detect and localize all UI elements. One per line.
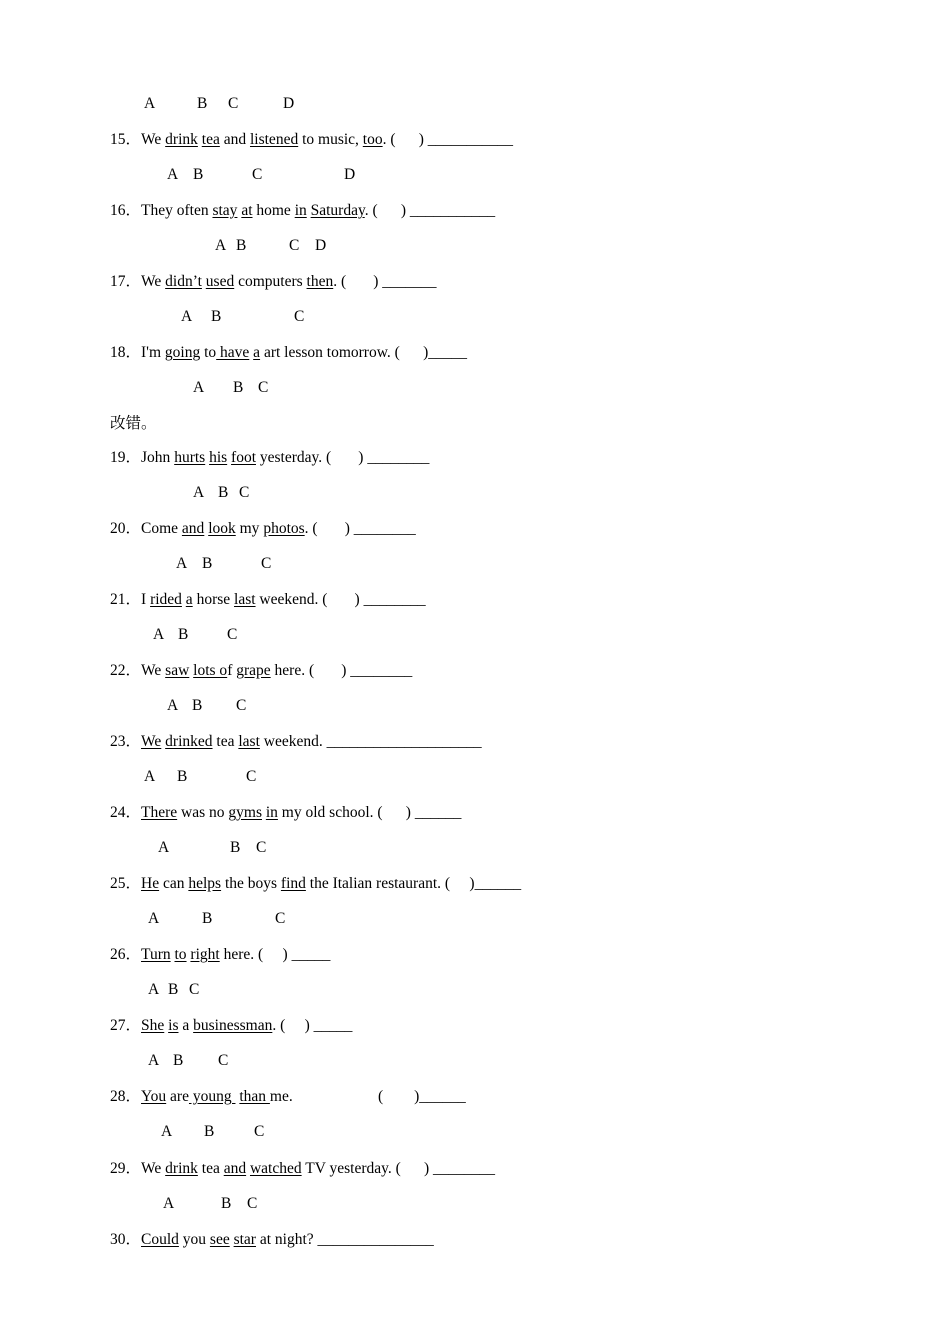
option-letter: A <box>215 237 227 254</box>
underlined-segment: drinked <box>165 733 213 750</box>
option-letter: C <box>261 555 272 572</box>
option-letter: C <box>275 910 286 927</box>
sentence-text: the Italian restaurant. ( )______ <box>305 875 522 892</box>
question-number: 20． <box>110 520 142 537</box>
question-number: 24． <box>110 804 142 821</box>
underlined-segment: foot <box>231 449 256 466</box>
underlined-segment: and <box>223 1160 247 1177</box>
sentence-text: They often <box>141 202 213 219</box>
option-letter: A <box>161 1123 173 1140</box>
underlined-segment: star <box>233 1231 256 1248</box>
sentence-text: . ( ) _____ <box>272 1017 353 1034</box>
sentence-text: weekend. ____________________ <box>259 733 482 750</box>
option-letter: C <box>294 308 305 325</box>
option-letter: D <box>283 95 295 112</box>
sentence-text: horse <box>192 591 235 608</box>
option-letter: D <box>315 237 327 254</box>
option-letter: C <box>252 166 263 183</box>
question-number: 26． <box>110 946 142 963</box>
underlined-segment: last <box>238 733 260 750</box>
option-letter: B <box>202 910 213 927</box>
sentence-text: . ( ) ___________ <box>382 131 514 148</box>
sentence-text: I'm <box>141 344 165 361</box>
sentence-text: tea <box>212 733 239 750</box>
underlined-segment: grape <box>236 662 271 679</box>
sentence-text: a <box>178 1017 194 1034</box>
question-number: 27． <box>110 1017 142 1034</box>
underlined-segment: to <box>174 946 187 963</box>
sentence-text: We <box>141 131 166 148</box>
question-sentence <box>110 1230 434 1250</box>
underlined-segment: have <box>216 344 250 361</box>
question-number: 29． <box>110 1160 142 1177</box>
question-sentence <box>110 803 461 823</box>
question-sentence <box>110 590 426 610</box>
underlined-segment: drink <box>165 1160 198 1177</box>
sentence-text: me. ( )______ <box>269 1088 466 1105</box>
option-letter: C <box>228 95 239 112</box>
underlined-segment: gyms <box>228 804 262 821</box>
sentence-text: to music, <box>298 131 363 148</box>
option-letter: A <box>193 379 205 396</box>
underlined-segment: hurts <box>174 449 206 466</box>
option-letter: B <box>221 1195 232 1212</box>
underlined-segment: lots o <box>193 662 228 679</box>
option-letter: B <box>168 981 179 998</box>
option-letter: A <box>144 95 156 112</box>
option-letter: A <box>167 166 179 183</box>
sentence-text: computers <box>234 273 307 290</box>
sentence-text: . ( ) ________ <box>304 520 416 537</box>
underlined-segment: at <box>241 202 253 219</box>
underlined-segment: didn’t <box>165 273 202 290</box>
sentence-text: I <box>141 591 151 608</box>
underlined-segment: find <box>280 875 306 892</box>
option-letter: B <box>204 1123 215 1140</box>
question-sentence <box>110 732 482 752</box>
sentence-text: and <box>219 131 250 148</box>
underlined-segment: a <box>253 344 261 361</box>
sentence-text: John <box>141 449 175 466</box>
question-number: 18． <box>110 344 142 361</box>
option-letter: C <box>289 237 300 254</box>
option-letter: A <box>176 555 188 572</box>
question-sentence <box>110 1159 495 1179</box>
sentence-text: yesterday. ( ) ________ <box>256 449 430 466</box>
underlined-segment: We <box>141 733 162 750</box>
option-letter: A <box>153 626 165 643</box>
underlined-segment: rided <box>150 591 182 608</box>
sentence-text: home <box>252 202 295 219</box>
option-letter: A <box>158 839 170 856</box>
question-sentence <box>110 519 416 539</box>
sentence-text: Come <box>141 520 182 537</box>
question-sentence <box>110 130 513 150</box>
option-letter: B <box>211 308 222 325</box>
question-sentence <box>110 1016 352 1036</box>
sentence-text: f <box>227 662 237 679</box>
underlined-segment: listened <box>249 131 299 148</box>
underlined-segment: stay <box>212 202 238 219</box>
question-number: 19． <box>110 449 142 466</box>
underlined-segment: look <box>208 520 236 537</box>
question-number: 22． <box>110 662 142 679</box>
option-letter: A <box>148 910 160 927</box>
sentence-text: at night? _______________ <box>255 1231 434 1248</box>
question-number: 30． <box>110 1231 142 1248</box>
option-letter: B <box>177 768 188 785</box>
underlined-segment: watched <box>249 1160 302 1177</box>
underlined-segment: last <box>234 591 256 608</box>
underlined-segment: Turn <box>141 946 171 963</box>
sentence-text: here. ( ) ________ <box>270 662 413 679</box>
sentence-text: can <box>159 875 189 892</box>
option-letter: D <box>344 166 356 183</box>
sentence-text: TV yesterday. ( ) ________ <box>301 1160 496 1177</box>
question-number: 15． <box>110 131 142 148</box>
underlined-segment: too <box>362 131 383 148</box>
option-letter: C <box>189 981 200 998</box>
underlined-segment: than <box>239 1088 270 1105</box>
underlined-segment: She <box>141 1017 165 1034</box>
option-letter: C <box>218 1052 229 1069</box>
option-letter: A <box>144 768 156 785</box>
underlined-segment: drink <box>165 131 198 148</box>
option-letter: C <box>239 484 250 501</box>
option-letter: B <box>197 95 208 112</box>
question-sentence <box>110 201 495 221</box>
option-letter: B <box>193 166 204 183</box>
sentence-text: We <box>141 662 166 679</box>
sentence-text: We <box>141 273 166 290</box>
option-letter: C <box>246 768 257 785</box>
option-letter: A <box>163 1195 175 1212</box>
sentence-text: . ( ) ___________ <box>364 202 496 219</box>
underlined-segment: businessman <box>193 1017 273 1034</box>
underlined-segment: and <box>181 520 205 537</box>
underlined-segment: going <box>164 344 201 361</box>
underlined-segment: saw <box>165 662 190 679</box>
underlined-segment: photos <box>263 520 305 537</box>
sentence-text: weekend. ( ) ________ <box>255 591 426 608</box>
option-letter: A <box>181 308 193 325</box>
option-letter: C <box>254 1123 265 1140</box>
question-number: 21． <box>110 591 142 608</box>
option-letter: C <box>227 626 238 643</box>
underlined-segment: There <box>141 804 178 821</box>
sentence-text: here. ( ) _____ <box>219 946 331 963</box>
option-letter: C <box>256 839 267 856</box>
sentence-text: We <box>141 1160 166 1177</box>
question-number: 23． <box>110 733 142 750</box>
underlined-segment: Saturday <box>310 202 365 219</box>
question-sentence <box>110 272 437 292</box>
option-letter: C <box>247 1195 258 1212</box>
option-letter: C <box>258 379 269 396</box>
underlined-segment: right <box>190 946 220 963</box>
sentence-text: my old school. ( ) ______ <box>277 804 462 821</box>
sentence-text: you <box>178 1231 210 1248</box>
underlined-segment: his <box>209 449 228 466</box>
question-sentence <box>110 448 429 468</box>
option-letter: B <box>236 237 247 254</box>
question-number: 28． <box>110 1088 142 1105</box>
option-letter: B <box>230 839 241 856</box>
underlined-segment: helps <box>188 875 222 892</box>
option-letter: B <box>202 555 213 572</box>
option-letter: C <box>236 697 247 714</box>
option-letter: B <box>173 1052 184 1069</box>
question-sentence <box>110 661 412 681</box>
sentence-text: the boys <box>221 875 281 892</box>
question-sentence <box>110 1087 466 1107</box>
sentence-text: tea <box>197 1160 224 1177</box>
underlined-segment: see <box>209 1231 230 1248</box>
option-letter: B <box>178 626 189 643</box>
option-letter: A <box>148 981 160 998</box>
underlined-segment: a <box>185 591 193 608</box>
underlined-segment: then <box>306 273 334 290</box>
sentence-text: art lesson tomorrow. ( )_____ <box>260 344 467 361</box>
underlined-segment: in <box>265 804 278 821</box>
underlined-segment: You <box>141 1088 167 1105</box>
option-letter: A <box>167 697 179 714</box>
underlined-segment: Could <box>141 1231 179 1248</box>
sentence-text: . ( ) _______ <box>333 273 437 290</box>
question-sentence <box>110 343 467 363</box>
sentence-text: my <box>235 520 264 537</box>
option-letter: B <box>192 697 203 714</box>
underlined-segment: is <box>168 1017 179 1034</box>
option-letter: A <box>193 484 205 501</box>
sentence-text: was no <box>177 804 229 821</box>
sentence-text: are <box>166 1088 189 1105</box>
option-letter: B <box>233 379 244 396</box>
question-sentence <box>110 874 521 894</box>
underlined-segment: tea <box>201 131 220 148</box>
underlined-segment: young <box>188 1088 236 1105</box>
option-letter: B <box>218 484 229 501</box>
question-number: 17． <box>110 273 142 290</box>
section-header: 改错。 <box>110 415 157 432</box>
option-letter: A <box>148 1052 160 1069</box>
underlined-segment: He <box>141 875 160 892</box>
question-number: 25． <box>110 875 142 892</box>
underlined-segment: used <box>205 273 235 290</box>
sentence-text: to <box>200 344 217 361</box>
question-number: 16． <box>110 202 142 219</box>
underlined-segment: in <box>294 202 307 219</box>
question-sentence <box>110 945 330 965</box>
